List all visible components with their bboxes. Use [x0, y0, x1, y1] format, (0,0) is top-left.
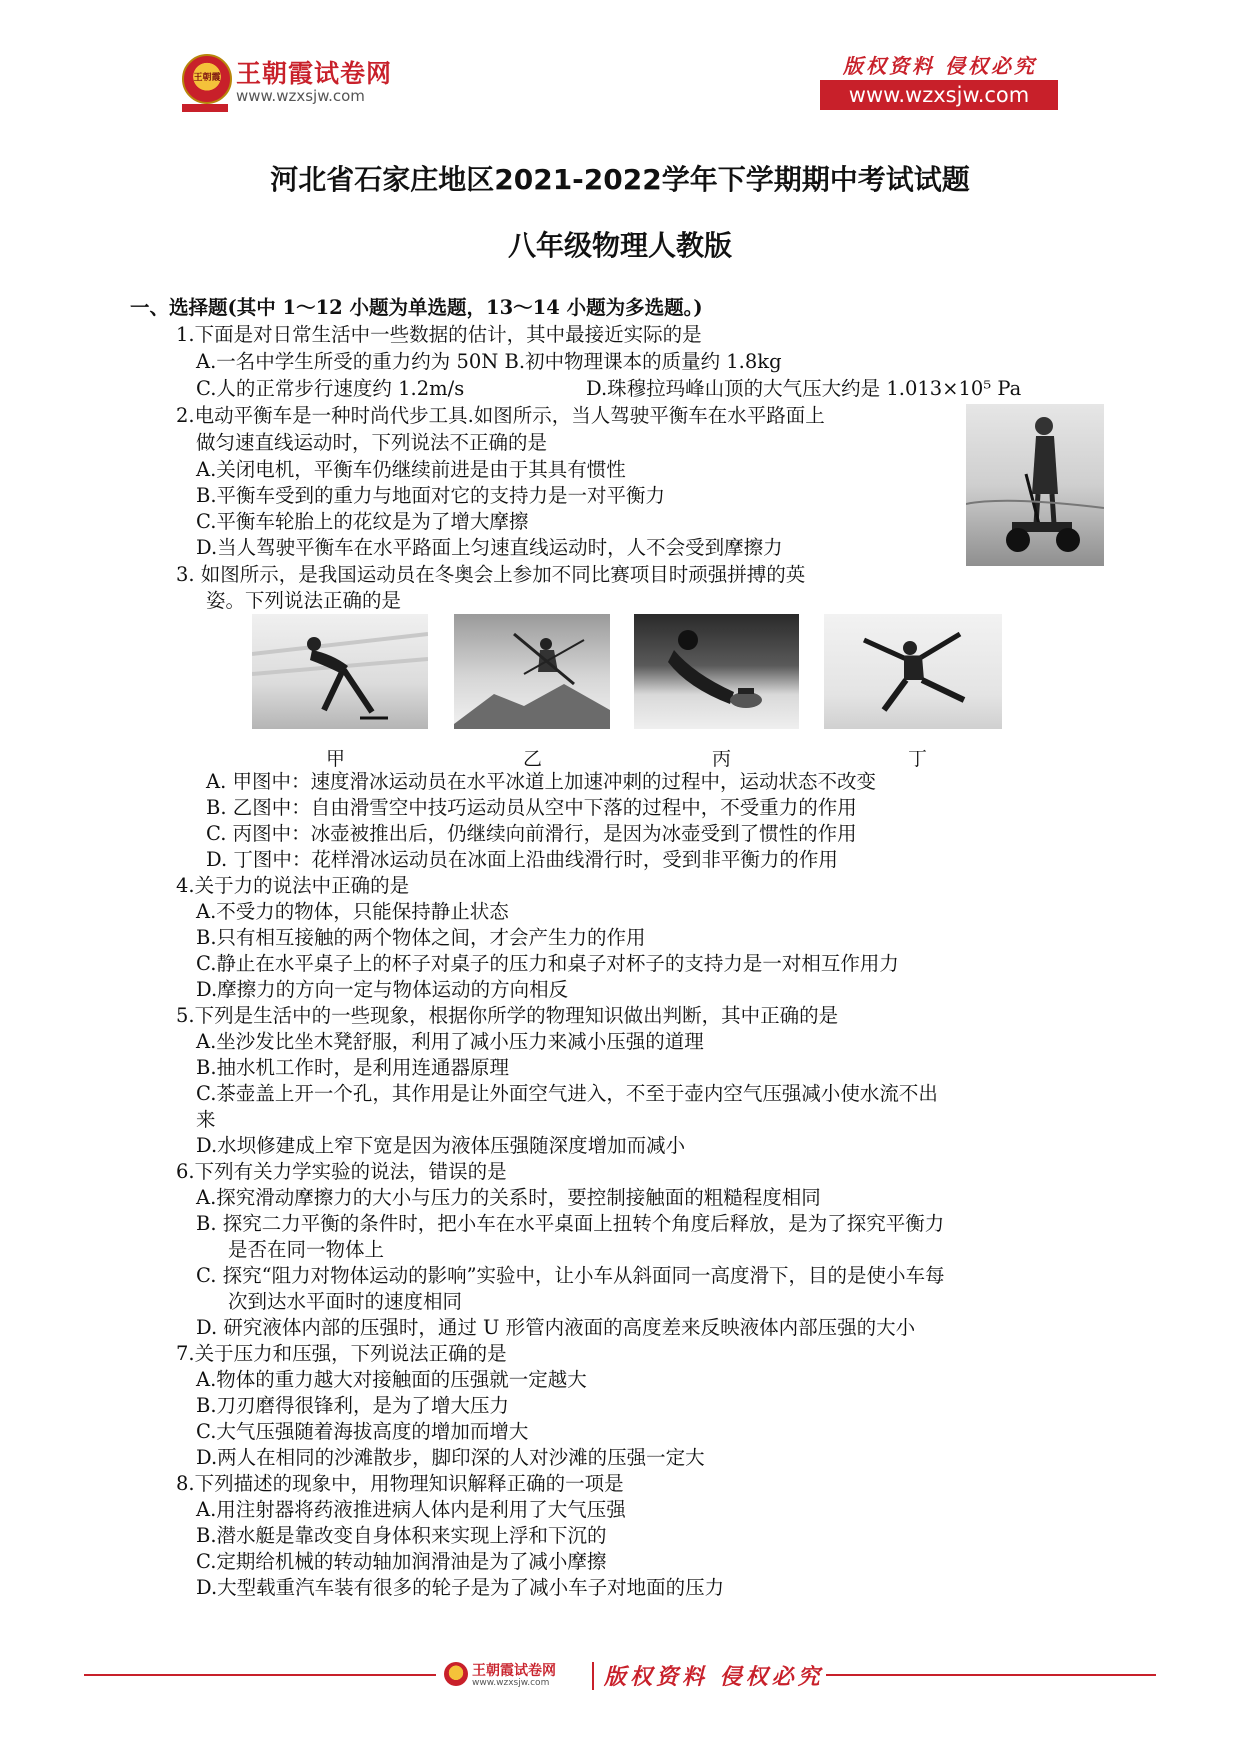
- q6-option-b-cont: 是否在同一物体上: [228, 1238, 385, 1261]
- rider-figure-icon: [966, 404, 1104, 566]
- logo-name: 王朝霞试卷网: [236, 59, 393, 88]
- footer-divider: [592, 1662, 594, 1690]
- aerial-skier-icon: [454, 614, 610, 729]
- logo-url: www.wzxsjw.com: [236, 87, 365, 105]
- q4-option-d: D.摩擦力的方向一定与物体运动的方向相反: [196, 978, 569, 1001]
- question-3: 3. 如图所示，是我国运动员在冬奥会上参加不同比赛项目时顽强拼搏的英: [176, 563, 806, 586]
- balance-scooter-photo: [966, 404, 1104, 566]
- question-1: 1.下面是对日常生活中一些数据的估计，其中最接近实际的是: [176, 323, 702, 346]
- q6-option-c-cont: 次到达水平面时的速度相同: [228, 1290, 463, 1313]
- q5-option-a: A.坐沙发比坐木凳舒服，利用了减小压力来减小压强的道理: [196, 1030, 704, 1053]
- q6-option-d: D. 研究液体内部的压强时，通过 U 形管内液面的高度差来反映液体内部压强的大小: [196, 1316, 916, 1339]
- question-7: 7.关于压力和压强，下列说法正确的是: [176, 1342, 507, 1365]
- question-6: 6.下列有关力学实验的说法，错误的是: [176, 1160, 507, 1183]
- caption-yi: 乙: [523, 748, 543, 770]
- aerial-skiing-photo: [454, 614, 610, 729]
- page-subtitle: 八年级物理人教版: [507, 229, 732, 262]
- q3-option-d: D. 丁图中：花样滑冰运动员在冰面上沿曲线滑行时，受到非平衡力的作用: [206, 848, 838, 871]
- question-2-cont: 做匀速直线运动时，下列说法不正确的是: [196, 431, 548, 454]
- logo-ribbon: [182, 104, 228, 112]
- q8-option-b: B.潜水艇是靠改变自身体积来实现上浮和下沉的: [196, 1524, 607, 1547]
- q3-option-a: A. 甲图中：速度滑冰运动员在水平冰道上加速冲刺的过程中，运动状态不改变: [206, 770, 876, 793]
- q7-option-b: B.刀刃磨得很锋利，是为了增大压力: [196, 1394, 510, 1417]
- copyright-notice: 版权资料 侵权必究: [843, 54, 1037, 78]
- footer-logo-url: www.wzxsjw.com: [472, 1678, 550, 1688]
- curler-icon: [634, 614, 799, 729]
- q2-option-c: C.平衡车轮胎上的花纹是为了增大摩擦: [196, 510, 529, 533]
- speed-skating-photo: [252, 614, 428, 729]
- q1-option-d: D.珠穆拉玛峰山顶的大气压大约是 1.013×10⁵ Pa: [586, 377, 1022, 400]
- caption-ding: 丁: [908, 748, 928, 770]
- footer-logo-name: 王朝霞试卷网: [472, 1663, 556, 1679]
- q8-option-c: C.定期给机械的转动轴加润滑油是为了减小摩擦: [196, 1550, 607, 1573]
- q3-option-b: B. 乙图中：自由滑雪空中技巧运动员从空中下落的过程中，不受重力的作用: [206, 796, 857, 819]
- q3-option-c: C. 丙图中：冰壶被推出后，仍继续向前滑行，是因为冰壶受到了惯性的作用: [206, 822, 857, 845]
- footer-rule-right: [826, 1674, 1156, 1676]
- caption-jia: 甲: [326, 748, 346, 770]
- brand-logo: [182, 52, 412, 114]
- q6-option-b: B. 探究二力平衡的条件时，把小车在水平桌面上扭转个角度后释放，是为了探究平衡力: [196, 1212, 945, 1235]
- q4-option-a: A.不受力的物体，只能保持静止状态: [196, 900, 509, 923]
- q5-option-b: B.抽水机工作时，是利用连通器原理: [196, 1056, 510, 1079]
- q5-option-c: C.茶壶盖上开一个孔，其作用是让外面空气进入，不至于壶内空气压强减小使水流不出: [196, 1082, 938, 1105]
- q6-option-c: C. 探究“阻力对物体运动的影响”实验中，让小车从斜面同一高度滑下，目的是使小车每: [196, 1264, 945, 1287]
- page-title: 河北省石家庄地区2021-2022学年下学期期中考试试题: [270, 163, 970, 196]
- footer-rule-left: [84, 1674, 436, 1676]
- footer-copyright: 版权资料 侵权必究: [604, 1664, 824, 1690]
- figure-skating-photo: [824, 614, 1002, 729]
- question-2: 2.电动平衡车是一种时尚代步工具.如图所示，当人驾驶平衡车在水平路面上: [176, 404, 825, 427]
- q1-option-c: C.人的正常步行速度约 1.2m/s: [196, 377, 465, 400]
- seal-icon: 王朝霞: [182, 54, 232, 104]
- speed-skater-icon: [252, 614, 428, 729]
- q1-options-ab: A.一名中学生所受的重力约为 50N B.初中物理课本的质量约 1.8kg: [196, 350, 782, 373]
- question-5: 5.下列是生活中的一些现象，根据你所学的物理知识做出判断，其中正确的是: [176, 1004, 839, 1027]
- q5-option-c-cont: 来: [196, 1108, 216, 1131]
- q7-option-c: C.大气压强随着海拔高度的增加而增大: [196, 1420, 529, 1443]
- question-4: 4.关于力的说法中正确的是: [176, 874, 410, 897]
- caption-bing: 丙: [712, 748, 732, 770]
- q7-option-a: A.物体的重力越大对接触面的压强就一定越大: [196, 1368, 587, 1391]
- q5-option-d: D.水坝修建成上窄下宽是因为液体压强随深度增加而减小: [196, 1134, 686, 1157]
- q2-option-b: B.平衡车受到的重力与地面对它的支持力是一对平衡力: [196, 484, 666, 507]
- section-heading: 一、选择题(其中 1～12 小题为单选题，13～14 小题为多选题。): [130, 296, 703, 319]
- footer-seal-icon: [444, 1662, 468, 1686]
- question-3-cont: 姿。下列说法正确的是: [206, 589, 402, 612]
- curling-photo: [634, 614, 799, 729]
- q4-option-c: C.静止在水平桌子上的杯子对桌子的压力和桌子对杯子的支持力是一对相互作用力: [196, 952, 899, 975]
- q8-option-a: A.用注射器将药液推进病人体内是利用了大气压强: [196, 1498, 626, 1521]
- site-url-box[interactable]: www.wzxsjw.com: [820, 80, 1058, 110]
- footer-logo: [444, 1660, 594, 1694]
- q2-option-d: D.当人驾驶平衡车在水平路面上匀速直线运动时，人不会受到摩擦力: [196, 536, 783, 559]
- q4-option-b: B.只有相互接触的两个物体之间，才会产生力的作用: [196, 926, 646, 949]
- q2-option-a: A.关闭电机，平衡车仍继续前进是由于其具有惯性: [196, 458, 626, 481]
- q8-option-d: D.大型载重汽车装有很多的轮子是为了减小车子对地面的压力: [196, 1576, 725, 1599]
- q7-option-d: D.两人在相同的沙滩散步，脚印深的人对沙滩的压强一定大: [196, 1446, 705, 1469]
- question-8: 8.下列描述的现象中，用物理知识解释正确的一项是: [176, 1472, 624, 1495]
- figure-skater-icon: [824, 614, 1002, 729]
- q6-option-a: A.探究滑动摩擦力的大小与压力的关系时，要控制接触面的粗糙程度相同: [196, 1186, 821, 1209]
